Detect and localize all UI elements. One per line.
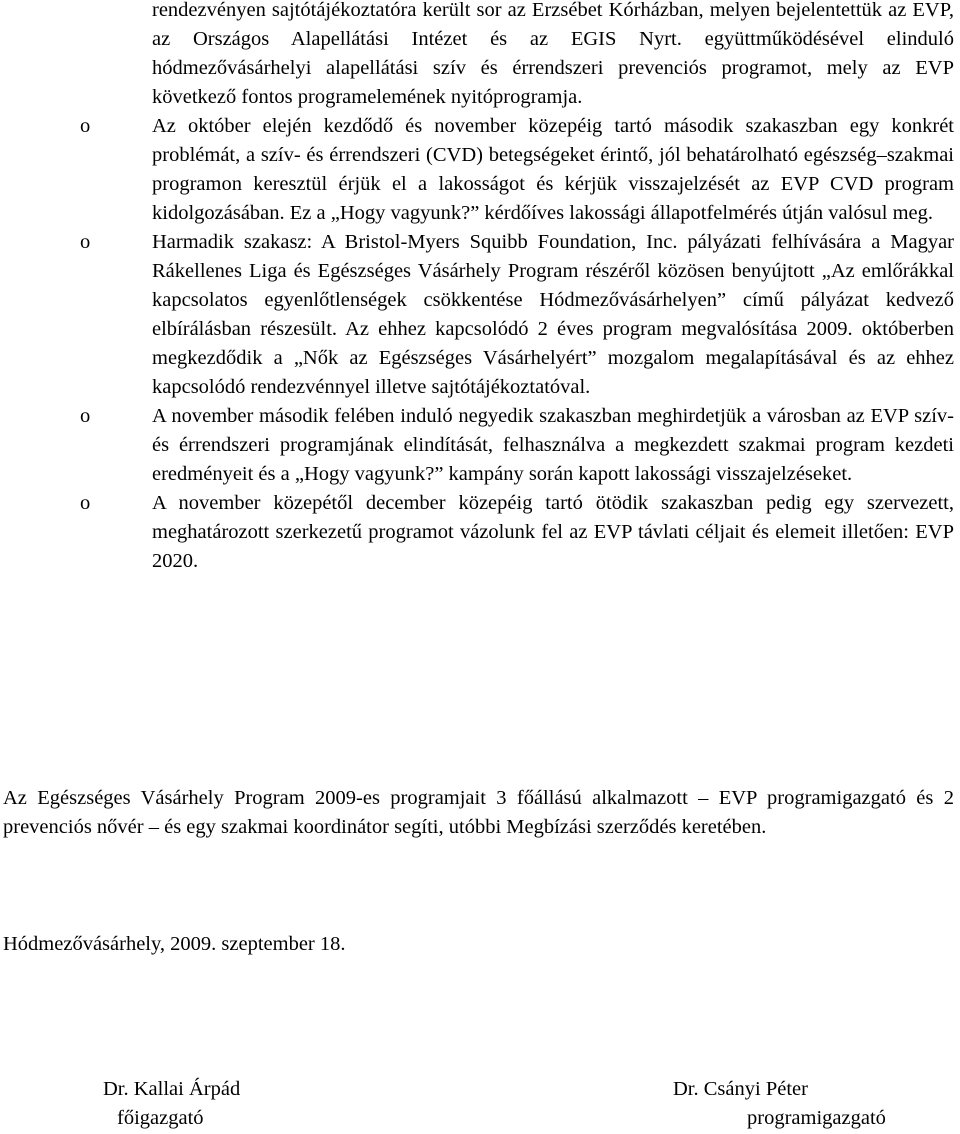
bullet-marker: o bbox=[80, 115, 91, 137]
signatory-left-name: Dr. Kallai Árpád bbox=[103, 1078, 241, 1100]
signatory-right-title: programigazgató bbox=[747, 1107, 886, 1129]
list-item-text: A november közepétől december közepéig tartó ötödik szakaszban pedig egy szervezett, meghatározott szerkezetű programot vázolunk fel az EVP távlati céljait és elemeit illetően: EVP 2020. bbox=[152, 492, 954, 572]
list-item bbox=[80, 112, 954, 228]
intro-paragraph-continuation: rendezvényen sajtótájékoztatóra került sor az Erzsébet Kórházban, melyen bejelentettük az EVP, az Országos Alapellátási Intézet és az EGIS Nyrt. együttműködésével elinduló hódmezővásárhelyi alapellátási szív és érrendszeri prevenciós programot, mely az EVP következő fontos programelemének nyitóprogramja. bbox=[152, 0, 954, 108]
list-item-text: A november második felében induló negyedik szakaszban meghirdetjük a városban az EVP szív-és érrendszeri programjának elindítását, felhasználva a megkezdett szakmai program kezdeti eredményeit és a „Hogy vagyunk?” kampány során kapott lakossági visszajelzéseket. bbox=[152, 405, 954, 485]
list-item-text: Az október elején kezdődő és november közepéig tartó második szakaszban egy konkrét problémát, a szív- és érrendszeri (CVD) betegségeket érintő, jól behatárolható egészség–szakmai programon keresztül érjük el a lakosságot és kérjük visszajelzését az EVP CVD program kidolgozásában. Ez a „Hogy vagyunk?” kérdőíves lakossági állapotfelmérés útján valósul meg. bbox=[152, 115, 954, 224]
list-item bbox=[80, 402, 954, 489]
list-item-text: Harmadik szakasz: A Bristol-Myers Squibb Foundation, Inc. pályázati felhívására a Magyar Rákellenes Liga és Egészséges Vásárhely Program részéről közösen benyújtott „Az emlőrákkal kapcsolatos egyenlőtlenségek csökkentése Hódmezővásárhelyen” című pályázat kedvező elbírálásban részesült. Az ehhez kapcsolódó 2 éves program megvalósítása 2009. októberben megkezdődik a „Nők az Egészséges Vásárhelyért” mozgalom megalapításával és az ehhez kapcsolódó rendezvénnyel illetve sajtótájékoztatóval. bbox=[152, 231, 954, 398]
bullet-marker: o bbox=[80, 231, 91, 253]
signatory-left-title: főigazgató bbox=[117, 1107, 204, 1129]
list-item bbox=[80, 228, 954, 402]
bullet-marker: o bbox=[80, 405, 91, 427]
staffing-summary-paragraph: Az Egészséges Vásárhely Program 2009-es programjait 3 főállású alkalmazott – EVP programigazgató és 2 prevenciós nővér – és egy szakmai koordinátor segíti, utóbbi Megbízási szerződés keretében. bbox=[3, 787, 954, 838]
bullet-marker: o bbox=[80, 492, 91, 514]
signatory-right-name: Dr. Csányi Péter bbox=[673, 1078, 808, 1100]
place-and-date: Hódmezővásárhely, 2009. szeptember 18. bbox=[3, 933, 346, 955]
list-item bbox=[80, 489, 954, 576]
